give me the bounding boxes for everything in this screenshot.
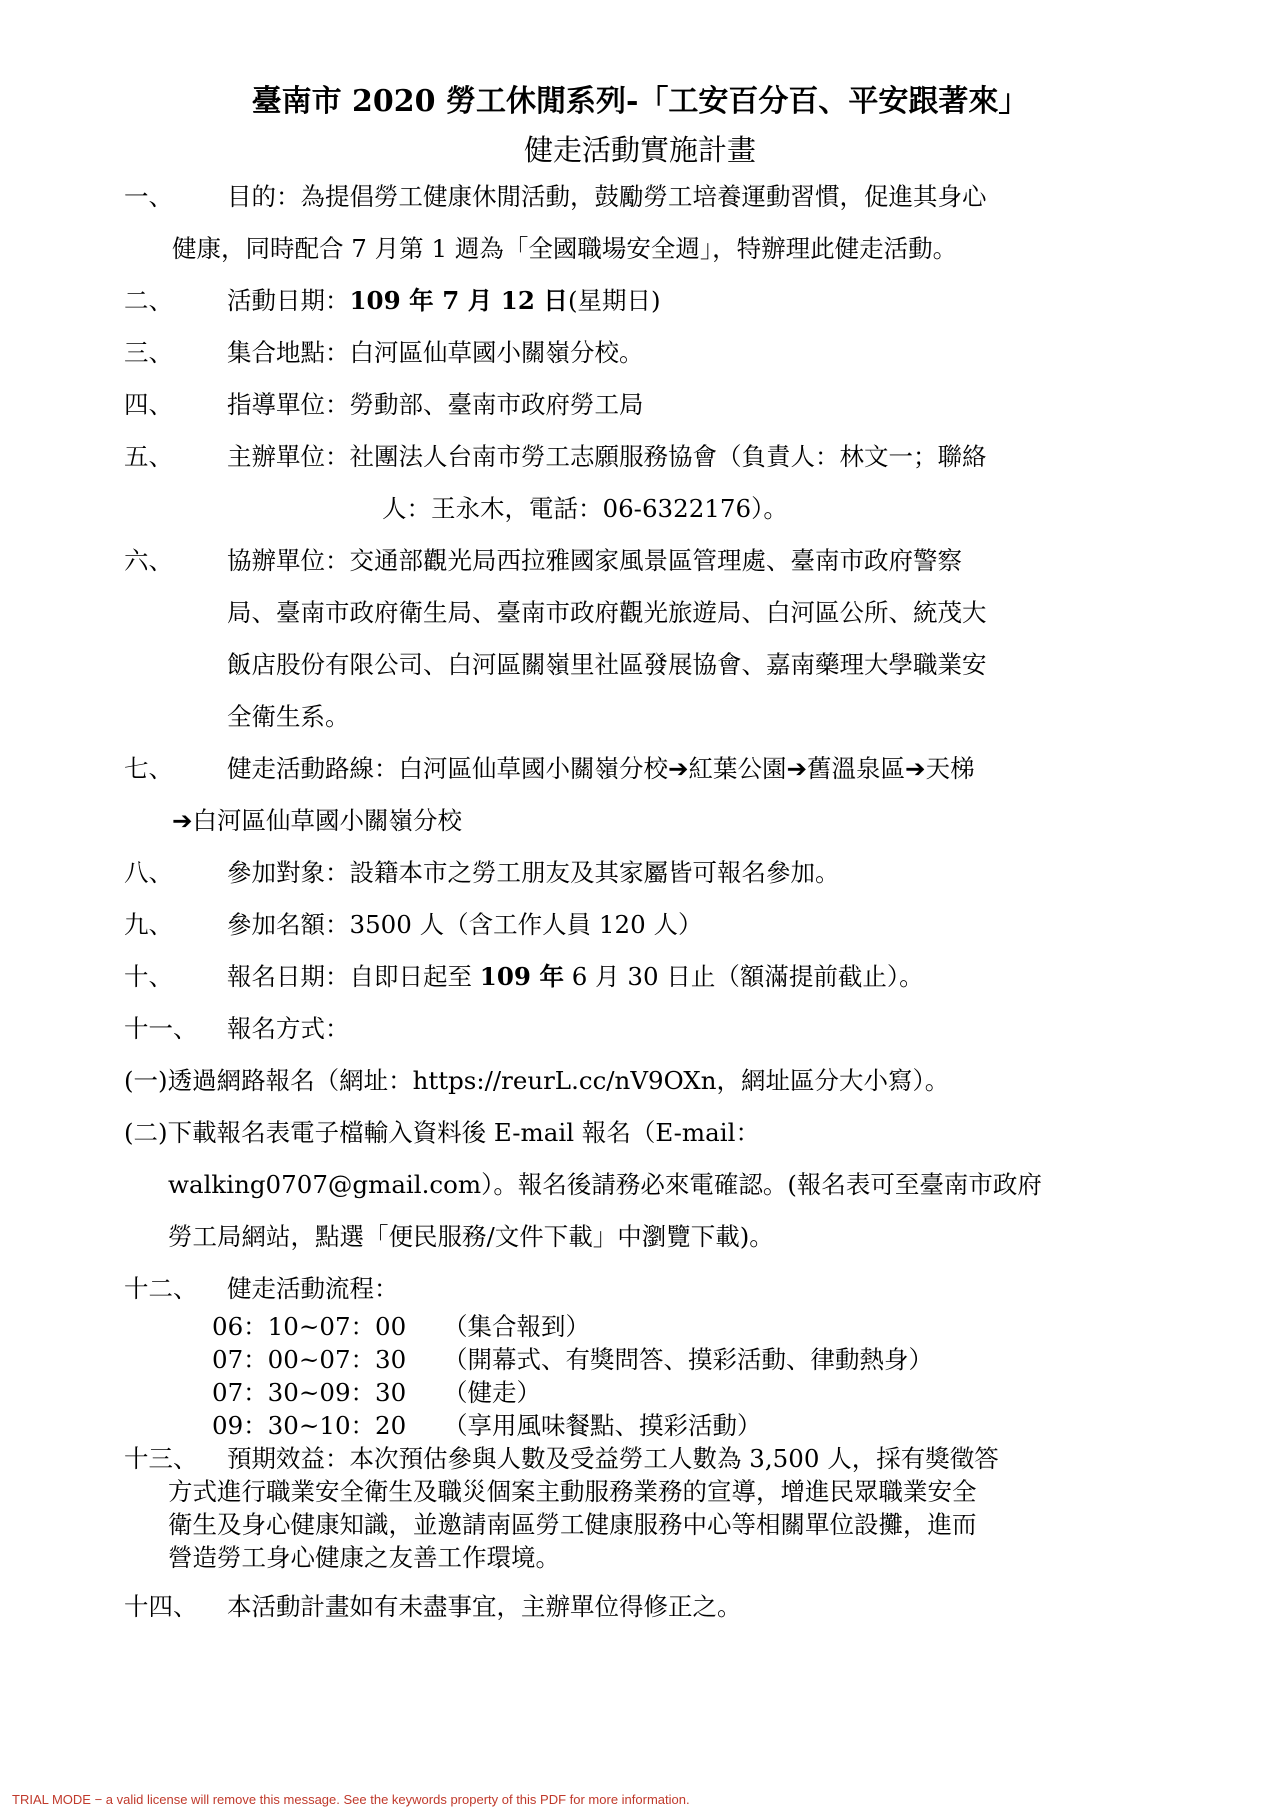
- section-number: 十二、: [124, 1274, 198, 1303]
- section-text-cont: walking0707@gmail.com）。報名後請務必來電確認。(報名表可至臺南市政府: [168, 1170, 1042, 1199]
- event-date: 109 年 7 月 12 日: [349, 286, 568, 315]
- section-text: [227, 284, 661, 318]
- section-number: 八、: [124, 858, 173, 887]
- section-text-cont: ➔白河區仙草國小關嶺分校: [172, 806, 463, 835]
- section-number: 九、: [124, 910, 173, 939]
- section-text: 參加對象：設籍本市之勞工朋友及其家屬皆可報名參加。: [227, 858, 840, 887]
- section-text-cont: 局、臺南市政府衛生局、臺南市政府觀光旅遊局、白河區公所、統茂大: [227, 598, 987, 627]
- section-text: 主辦單位：社團法人台南市勞工志願服務協會（負責人：林文一；聯絡: [227, 442, 987, 471]
- section-number: 十三、: [124, 1444, 198, 1473]
- section-text: 報名方式：: [227, 1014, 350, 1043]
- document-title: 臺南市 2020 勞工休閒系列-「工安百分百、平安跟著來」: [251, 84, 1029, 119]
- section-text-cont: 健康，同時配合 7 月第 1 週為「全國職場安全週」，特辦理此健走活動。: [172, 234, 958, 263]
- section-text: [227, 960, 924, 994]
- section-number: 十一、: [124, 1014, 198, 1043]
- date-weekday: (星期日): [567, 286, 661, 315]
- section-text: 健走活動流程：: [227, 1274, 399, 1303]
- section-text-cont: 飯店股份有限公司、白河區關嶺里社區發展協會、嘉南藥理大學職業安: [227, 650, 987, 679]
- schedule-time: 07：00~07：30: [212, 1345, 407, 1374]
- section-text-cont: 方式進行職業安全衛生及職災個案主動服務業務的宣導，增進民眾職業安全: [168, 1477, 977, 1506]
- section-number: 六、: [124, 546, 173, 575]
- text-bold: 109 年: [479, 962, 564, 991]
- section-number: 四、: [124, 390, 173, 419]
- section-text: 協辦單位：交通部觀光局西拉雅國家風景區管理處、臺南市政府警察: [227, 546, 962, 575]
- schedule-desc: （開幕式、有獎問答、摸彩活動、律動熱身）: [443, 1345, 933, 1374]
- section-text-cont: 衛生及身心健康知識，並邀請南區勞工健康服務中心等相關單位設攤，進而: [168, 1510, 977, 1539]
- section-text-cont: 全衛生系。: [227, 702, 350, 731]
- section-text: 指導單位：勞動部、臺南市政府勞工局: [227, 390, 644, 419]
- date-label: 活動日期：: [227, 286, 350, 315]
- schedule-time: 09：30~10：20: [212, 1411, 407, 1440]
- section-number: 二、: [124, 286, 173, 315]
- section-text-cont: 人：王永木，電話：06-6322176）。: [382, 494, 788, 523]
- section-text-cont: 勞工局網站，點選「便民服務/文件下載」中瀏覽下載)。: [168, 1222, 774, 1251]
- schedule-time: 07：30~09：30: [212, 1378, 407, 1407]
- section-number: 七、: [124, 754, 173, 783]
- online-registration: (一)透過網路報名（網址：https://reurL.cc/nV9OXn，網址區分大小寫）。: [124, 1066, 950, 1095]
- schedule-desc: （集合報到）: [443, 1312, 590, 1341]
- text-part: 報名日期：自即日起至: [227, 962, 480, 991]
- section-text: 集合地點：白河區仙草國小關嶺分校。: [227, 338, 644, 367]
- section-text: 預期效益：本次預估參與人數及受益勞工人數為 3,500 人，採有獎徵答: [227, 1444, 999, 1473]
- section-text: 本活動計畫如有未盡事宜，主辦單位得修正之。: [227, 1592, 742, 1621]
- section-text: 健走活動路線：白河區仙草國小關嶺分校➔紅葉公園➔舊溫泉區➔天梯: [227, 754, 975, 783]
- schedule-time: 06：10~07：00: [212, 1312, 407, 1341]
- section-number: 十、: [124, 962, 173, 991]
- section-text: 目的：為提倡勞工健康休閒活動，鼓勵勞工培養運動習慣，促進其身心: [227, 182, 987, 211]
- text-part: 6 月 30 日止（額滿提前截止）。: [563, 962, 924, 991]
- section-text: 參加名額：3500 人（含工作人員 120 人）: [227, 910, 703, 939]
- document-subtitle: 健走活動實施計畫: [523, 133, 756, 167]
- section-number: 一、: [124, 182, 173, 211]
- schedule-desc: （健走）: [443, 1378, 541, 1407]
- email-registration: (二)下載報名表電子檔輸入資料後 E-mail 報名（E-mail：: [124, 1118, 760, 1147]
- section-number: 三、: [124, 338, 173, 367]
- section-number: 十四、: [124, 1592, 198, 1621]
- section-number: 五、: [124, 442, 173, 471]
- schedule-desc: （享用風味餐點、摸彩活動）: [443, 1411, 762, 1440]
- trial-watermark: TRIAL MODE − a valid license will remove this message. See the keywords property of this PDF for more information.: [12, 1792, 690, 1807]
- section-text-cont: 營造勞工身心健康之友善工作環境。: [168, 1543, 560, 1572]
